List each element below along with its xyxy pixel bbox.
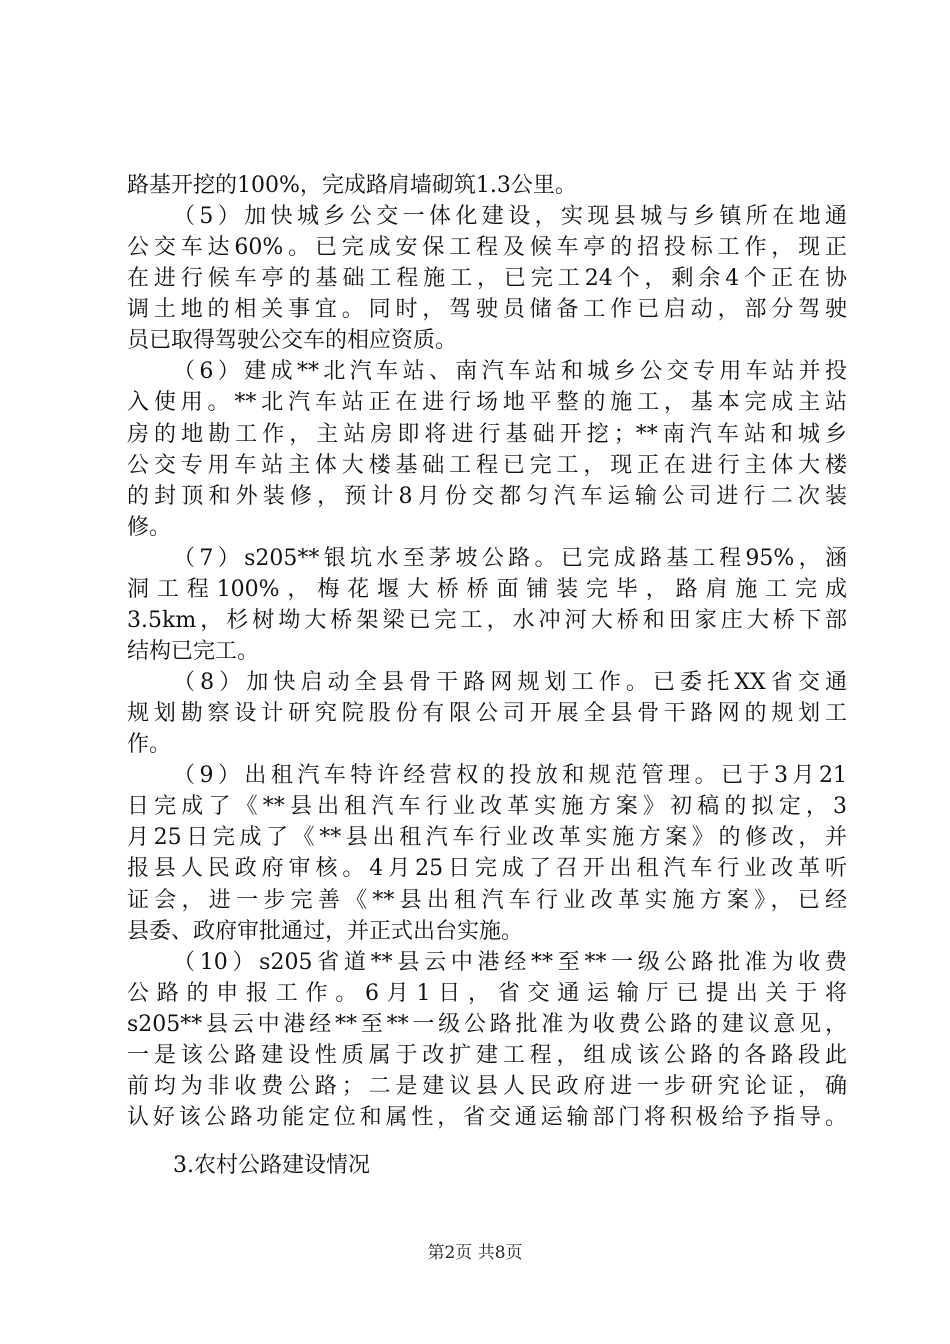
text-line-5: 调土地的相关事宜。同时，驾驶员储备工作已启动，部分驾驶 <box>127 297 847 322</box>
text-line-6: 员已取得驾驶公交车的相应资质。 <box>127 328 458 353</box>
text-line-19: 作。 <box>127 732 172 757</box>
text-line-15: 3.5km，杉树坳大桥架梁已完工，水冲河大桥和田家庄大桥下部 <box>127 608 847 633</box>
text-line-9: 房的地勘工作，主站房即将进行基础开挖；**南汽车站和城乡 <box>127 422 847 447</box>
text-line-12: 修。 <box>127 515 172 540</box>
text-line-20: （9）出租汽车特许经营权的投放和规范管理。已于3月21 <box>173 763 847 788</box>
text-line-14: 洞工程100%，梅花堰大桥桥面铺装完毕，路肩施工完成 <box>127 577 847 602</box>
text-line-31: 认好该公路功能定位和属性，省交通运输部门将积极给予指导。 <box>127 1105 847 1130</box>
text-line-29: 一是该公路建设性质属于改扩建工程，组成该公路的各路段此 <box>127 1043 847 1068</box>
text-line-26: （10）s205省道**县云中港经**至**一级公路批准为收费 <box>173 950 847 975</box>
text-line-22: 月25日完成了《**县出租汽车行业改革实施方案》的修改，并 <box>127 825 847 850</box>
text-line-13: （7）s205**银坑水至茅坡公路。已完成路基工程95%，涵 <box>173 546 847 571</box>
text-line-25: 县委、政府审批通过，并正式出台实施。 <box>127 919 524 944</box>
text-line-4: 在进行候车亭的基础工程施工，已完工24个，剩余4个正在协 <box>127 266 847 291</box>
text-line-28: s205**县云中港经**至**一级公路批准为收费公路的建议意见， <box>127 1012 847 1037</box>
text-line-16: 结构已完工。 <box>127 639 260 664</box>
text-line-18: 规划勘察设计研究院股份有限公司开展全县骨干路网的规划工 <box>127 701 847 726</box>
text-line-30: 前均为非收费公路；二是建议县人民政府进一步研究论证，确 <box>127 1074 847 1099</box>
text-line-23: 报县人民政府审核。4月25日完成了召开出租汽车行业改革听 <box>127 856 847 881</box>
text-line-7: （6）建成**北汽车站、南汽车站和城乡公交专用车站并投 <box>173 359 847 384</box>
text-line-17: （8）加快启动全县骨干路网规划工作。已委托XX省交通 <box>173 670 847 695</box>
page-footer: 第2页 共8页 <box>427 1243 523 1263</box>
text-line-24: 证会，进一步完善《**县出租汽车行业改革实施方案》，已经 <box>127 888 847 913</box>
text-line-11: 的封顶和外装修，预计8月份交都匀汽车运输公司进行二次装 <box>127 484 847 509</box>
text-line-27: 公路的申报工作。6月1日，省交通运输厅已提出关于将 <box>127 981 847 1006</box>
text-line-2: （5）加快城乡公交一体化建设，实现县城与乡镇所在地通 <box>173 204 847 229</box>
text-line-10: 公交专用车站主体大楼基础工程已完工，现正在进行主体大楼 <box>127 453 847 478</box>
text-line-21: 日完成了《**县出租汽车行业改革实施方案》初稿的拟定，3 <box>127 794 847 819</box>
text-line-1: 路基开挖的100%，完成路肩墙砌筑1.3公里。 <box>127 173 577 198</box>
section-heading: 3.农村公路建设情况 <box>173 1153 370 1178</box>
text-line-3: 公交车达60%。已完成安保工程及候车亭的招投标工作，现正 <box>127 235 847 260</box>
text-line-8: 入使用。**北汽车站正在进行场地平整的施工，基本完成主站 <box>127 390 847 415</box>
